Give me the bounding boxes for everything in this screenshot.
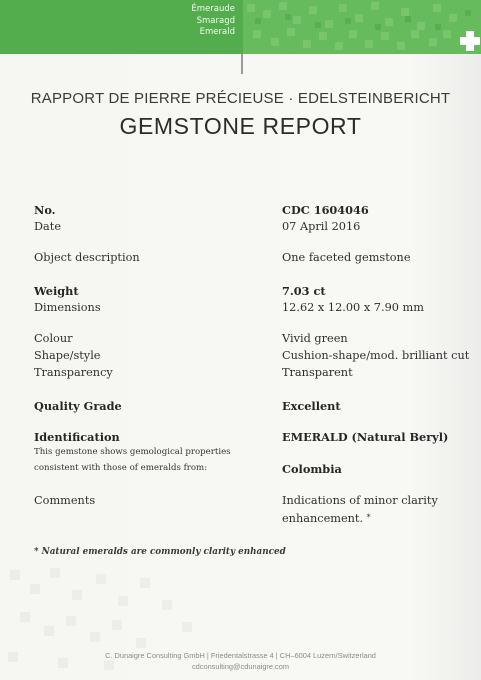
header-divider-line: [241, 54, 243, 74]
quality-grade-label: Quality Grade: [34, 399, 122, 413]
identification-label: Identification: [34, 430, 120, 444]
comments-value-line-2: [282, 512, 371, 525]
header-band: [0, 0, 481, 54]
number-value: CDC 1604046: [282, 203, 369, 217]
gem-name-english: Emerald: [199, 27, 235, 37]
gem-names: [191, 4, 235, 39]
origin-value: Colombia: [282, 462, 342, 476]
object-description-value: One faceted gemstone: [282, 251, 411, 264]
weight-label: Weight: [34, 284, 79, 298]
weight-value: 7.03 ct: [282, 284, 326, 298]
comments-value-text: enhancement.: [282, 512, 364, 525]
transparency-value: Transparent: [282, 366, 353, 379]
colour-value: Vivid green: [282, 332, 348, 345]
gem-name-german: Smaragd: [196, 15, 235, 26]
clarity-footnote: * Natural emeralds are commonly clarity enhanced: [34, 547, 286, 557]
identification-value: EMERALD (Natural Beryl): [282, 430, 449, 444]
quality-grade-value: Excellent: [282, 399, 341, 413]
swiss-cross-icon: [459, 30, 481, 52]
report-title-multilingual: RAPPORT DE PIERRE PRÉCIEUSE · EDELSTEINBERICHT: [30, 90, 451, 107]
footer-address: C. Dunaigre Consulting GmbH | Friedentalstrasse 4 | CH–6004 Luzern/Switzerland: [105, 651, 376, 660]
dimensions-value: 12.62 x 12.00 x 7.90 mm: [282, 301, 424, 314]
footer-email: cdconsulting@cdunaigre.com: [191, 662, 290, 671]
transparency-label: Transparency: [34, 366, 113, 379]
comments-label: Comments: [34, 494, 96, 507]
header-band-pattern: [243, 0, 481, 54]
gem-name-french: Émeraude: [191, 4, 235, 14]
dimensions-label: Dimensions: [34, 301, 101, 314]
number-label: No.: [34, 203, 56, 217]
colour-label: Colour: [34, 332, 73, 345]
comments-value-line-1: Indications of minor clarity: [282, 494, 438, 507]
comments-asterisk: *: [366, 513, 371, 522]
origin-note-line-1: This gemstone shows gemological properties: [34, 447, 231, 457]
shape-label: Shape/style: [34, 349, 101, 362]
date-label: Date: [34, 220, 62, 233]
date-value: 07 April 2016: [282, 220, 361, 233]
origin-note-line-2: consistent with those of emeralds from:: [34, 463, 208, 473]
report-title: GEMSTONE REPORT: [119, 113, 362, 139]
object-description-label: Object description: [34, 251, 140, 264]
shape-value: Cushion-shape/mod. brilliant cut: [282, 349, 470, 362]
